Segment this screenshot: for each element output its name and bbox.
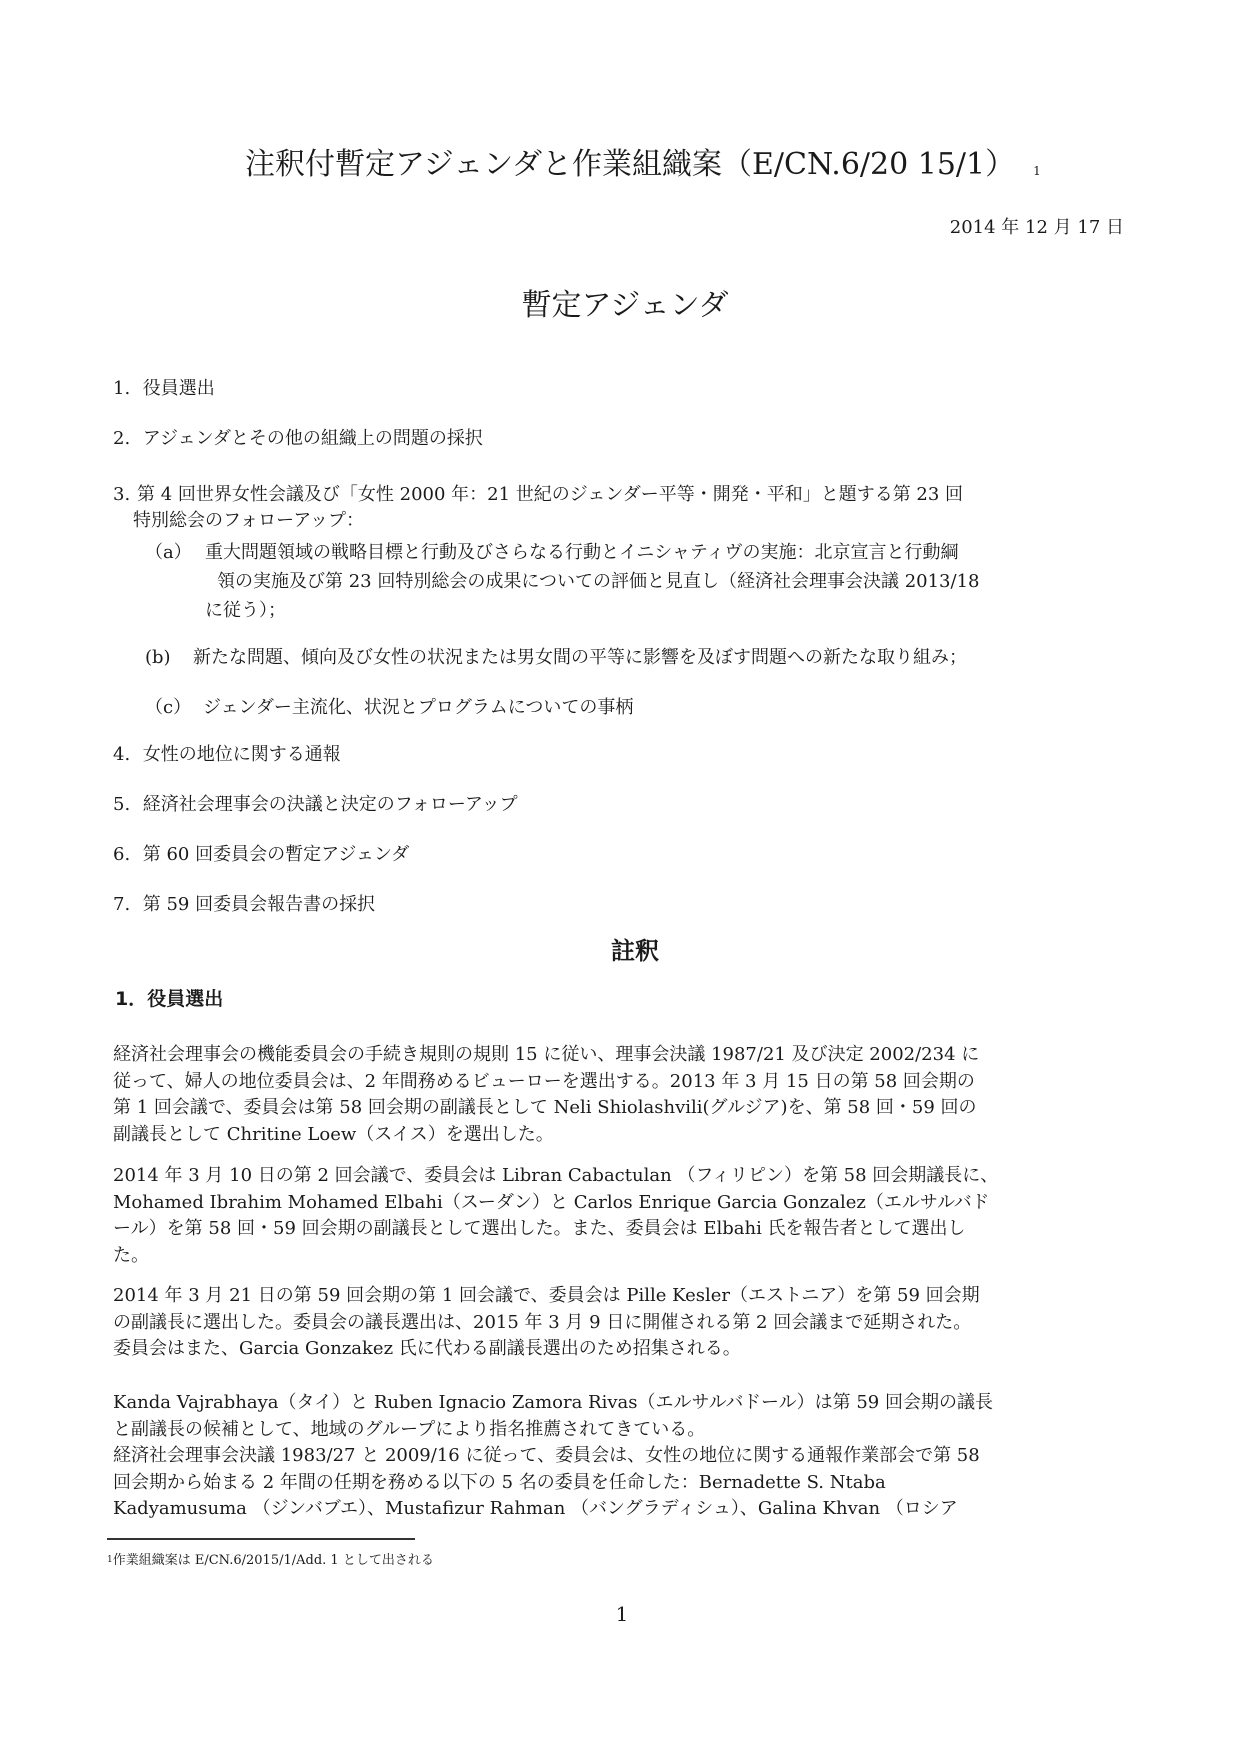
agenda-subitem: [145, 538, 1145, 621]
agenda-item-text: 第 60 回委員会の暫定アジェンダ: [142, 844, 410, 865]
agenda-item-text-line: 第 4 回世界女性会議及び「女性 2000 年：21 世紀のジェンダー平等・開発・平和」と題する第 23 回: [137, 484, 964, 505]
footnote: [107, 1552, 434, 1570]
agenda-item-number: 6.: [113, 844, 131, 865]
agenda-item: [113, 426, 483, 452]
notes-paragraph: [113, 1390, 1133, 1523]
footnote-separator: [107, 1538, 415, 1540]
subitem-label: (b): [145, 647, 171, 668]
agenda-item-text: アジェンダとその他の組織上の問題の採択: [142, 428, 483, 449]
agenda-item: [113, 892, 375, 918]
title-footnote-ref[interactable]: 1: [1033, 164, 1041, 178]
agenda-item-number: 1.: [113, 378, 131, 399]
agenda-item-number: 2.: [113, 428, 131, 449]
paragraph-line: 経済社会理事会決議 1983/27 と 2009/16 に従って、委員会は、女性の地位に関する通報作業部会で第 58: [113, 1445, 980, 1466]
agenda-item: [113, 376, 215, 402]
agenda-item-number: 3.: [113, 484, 131, 505]
paragraph-line: ール）を第 58 回・59 回会期の副議長として選出した。また、委員会は Elbahi 氏を報告者として選出し: [113, 1218, 966, 1239]
agenda-item-text-line: 特別総会のフォローアップ：: [133, 510, 364, 531]
agenda-item-text: 第 59 回委員会報告書の採択: [142, 894, 376, 915]
paragraph-line: 第 1 回会議で、委員会は第 58 回会期の副議長として Neli Shiolashvili(グルジア)を、第 58 回・59 回の: [113, 1097, 977, 1118]
agenda-subitem: [145, 693, 633, 722]
section-heading: 1．役員選出: [115, 988, 224, 1010]
paragraph-line: 委員会はまた、Garcia Gonzakez 氏に代わる副議長選出のため招集される。: [113, 1338, 741, 1359]
paragraph-line: 2014 年 3 月 21 日の第 59 回会期の第 1 回会議で、委員会は Pille Kesler（エストニア）を第 59 回会期: [113, 1285, 980, 1306]
page-number: 1: [615, 1602, 629, 1626]
document-title: [245, 145, 1041, 185]
subitem-text: ジェンダー主流化、状況とプログラムについての事柄: [203, 697, 634, 718]
title-text: 注釈付暫定アジェンダと作業組織案（E/CN.6/20 15/1）: [245, 147, 1016, 182]
subitem-text-line: 領の実施及び第 23 回特別総会の成果についての評価と見直し（経済社会理事会決議 2013/18: [217, 571, 980, 592]
paragraph-line: 回会期から始まる 2 年間の任期を務める以下の 5 名の委員を任命した：Bernadette S. Ntaba: [113, 1471, 886, 1493]
agenda-subitem: [145, 643, 967, 672]
agenda-heading: 暫定アジェンダ: [521, 288, 729, 323]
paragraph-line: と副議長の候補として、地域のグループにより指名推薦されてきている。: [113, 1418, 706, 1440]
paragraph-line: Mohamed Ibrahim Mohamed Elbahi（スーダン）と Carlos Enrique Garcia Gonzalez（エルサルバド: [113, 1191, 990, 1213]
notes-paragraph: [113, 1042, 1133, 1148]
paragraph-line: 経済社会理事会の機能委員会の手続き規則の規則 15 に従い、理事会決議 1987/21 及び決定 2002/234 に: [113, 1044, 980, 1065]
subitem-text-line: 重大問題領域の戦略目標と行動及びさらなる行動とイニシャティヴの実施：北京宣言と行動綱: [205, 542, 959, 563]
agenda-item: [113, 482, 1133, 534]
agenda-item-text: 経済社会理事会の決議と決定のフォローアップ: [142, 794, 518, 815]
notes-paragraph: [113, 1283, 1133, 1363]
paragraph-line: の副議長に選出した。委員会の議長選出は、2015 年 3 月 9 日に開催される第 2 回会議まで延期された。: [113, 1311, 972, 1333]
agenda-item: [113, 842, 409, 868]
agenda-item-text: 女性の地位に関する通報: [142, 744, 341, 765]
agenda-item: [113, 792, 518, 818]
subitem-label: （c）: [145, 697, 192, 718]
paragraph-line: 副議長として Chritine Loew（スイス）を選出した。: [113, 1123, 554, 1145]
paragraph-line: Kadyamusuma （ジンバブエ）、Mustafizur Rahman （バングラディシュ）、Galina Khvan （ロシア: [113, 1498, 958, 1519]
document-date: 2014 年 12 月 17 日: [949, 217, 1124, 238]
agenda-item-number: 5.: [113, 794, 131, 815]
agenda-item: [113, 742, 341, 768]
subitem-label: （a）: [145, 542, 192, 563]
footnote-text: 作業組織案は E/CN.6/2015/1/Add. 1 として出される: [112, 1553, 434, 1568]
notes-paragraph: [113, 1163, 1133, 1269]
agenda-item-number: 7.: [113, 894, 131, 915]
paragraph-line: た。: [113, 1244, 149, 1266]
paragraph-line: 2014 年 3 月 10 日の第 2 回会議で、委員会は Libran Cabactulan （フィリピン）を第 58 回会期議長に、: [113, 1165, 999, 1186]
paragraph-line: Kanda Vajrabhaya（タイ）と Ruben Ignacio Zamora Rivas（エルサルバドール）は第 59 回会期の議長: [113, 1392, 993, 1413]
paragraph-line: 従って、婦人の地位委員会は、2 年間務めるビューローを選出する。2013 年 3 月 15 日の第 58 回会期の: [113, 1070, 975, 1092]
footnote-marker: 1: [107, 1555, 113, 1565]
agenda-item-number: 4.: [113, 744, 131, 765]
notes-heading: 註釈: [611, 936, 659, 965]
subitem-text: 新たな問題、傾向及び女性の状況または男女間の平等に影響を及ぼす問題への新たな取り組み；: [193, 647, 967, 668]
agenda-item-text: 役員選出: [142, 378, 215, 399]
subitem-text-line: に従う）；: [205, 600, 286, 621]
